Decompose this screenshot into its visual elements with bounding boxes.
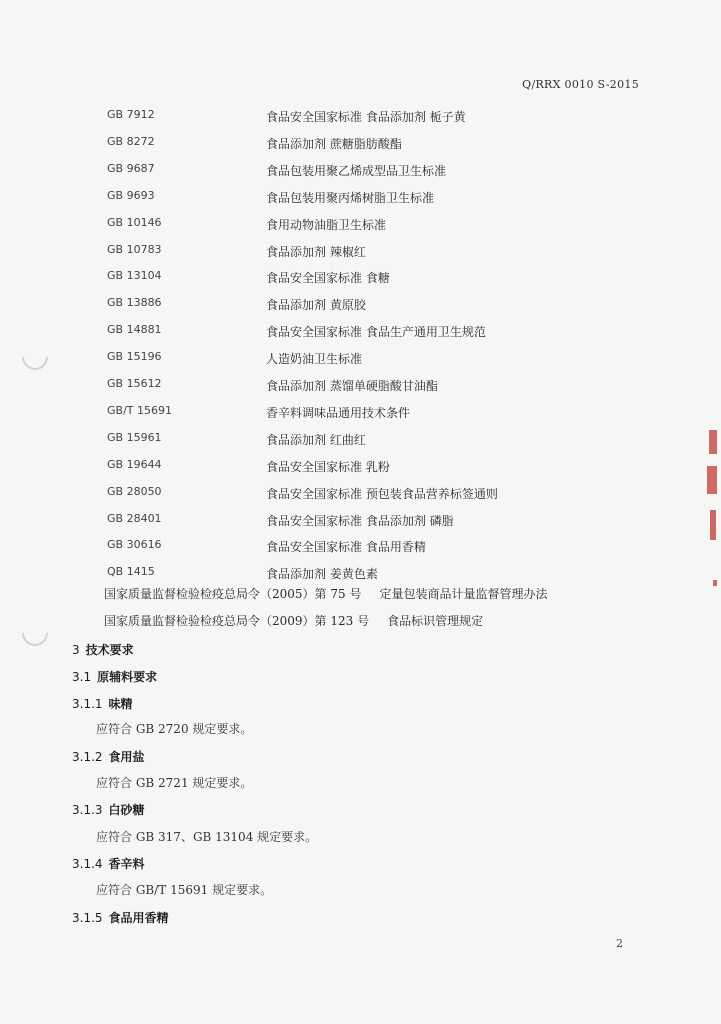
reference-code: GB 15196 bbox=[107, 350, 162, 364]
reference-row bbox=[0, 323, 721, 343]
reference-code: GB 15612 bbox=[107, 377, 162, 390]
section-text-3-1-4: 应符合 GB/T 15691 规定要求。 bbox=[96, 883, 273, 897]
seal-bleed-mark bbox=[703, 430, 721, 590]
reference-title: 食品添加剂 辣椒红 bbox=[266, 244, 366, 259]
reference-code: GB 9687 bbox=[107, 161, 155, 175]
reference-row bbox=[0, 512, 721, 532]
regulation-row bbox=[104, 612, 483, 629]
reference-title: 食品添加剂 蒸馏单硬脂酸甘油酯 bbox=[266, 379, 438, 393]
reference-row bbox=[0, 216, 721, 236]
section-heading-3-1-2: 3.1.2 食用盐 bbox=[72, 750, 145, 764]
reference-code: GB 13886 bbox=[107, 296, 162, 310]
reference-row bbox=[0, 189, 721, 209]
document-code: Q/RRX 0010 S-2015 bbox=[522, 78, 639, 91]
reference-code: GB 10783 bbox=[107, 242, 162, 256]
punch-hole-mark bbox=[17, 615, 54, 652]
section-heading-3-1-1: 3.1.1 味精 bbox=[72, 697, 133, 711]
reference-row bbox=[0, 431, 721, 451]
reference-title: 食品添加剂 黄原胶 bbox=[266, 298, 366, 313]
reference-row bbox=[0, 538, 721, 558]
section-text-3-1-2: 应符合 GB 2721 规定要求。 bbox=[96, 776, 253, 790]
reference-code: GB/T 15691 bbox=[107, 403, 172, 417]
reference-code: GB 8272 bbox=[107, 134, 155, 148]
reference-title: 食品安全国家标准 乳粉 bbox=[266, 459, 390, 474]
reference-row bbox=[0, 162, 721, 182]
section-heading-3: 3 技术要求 bbox=[72, 643, 134, 657]
reference-title: 食品安全国家标准 食品添加剂 磷脂 bbox=[266, 513, 454, 528]
reference-row bbox=[0, 458, 721, 478]
reference-code: GB 28050 bbox=[107, 484, 162, 498]
reference-row bbox=[0, 108, 721, 128]
reference-row bbox=[0, 296, 721, 316]
reference-row bbox=[0, 377, 721, 397]
reference-title: 食品添加剂 姜黄色素 bbox=[266, 567, 378, 582]
reference-row bbox=[0, 404, 721, 424]
reference-title: 食品安全国家标准 食品用香精 bbox=[266, 540, 426, 555]
reference-title: 食品安全国家标准 食品生产通用卫生规范 bbox=[266, 325, 486, 340]
reference-title: 食品添加剂 蔗糖脂肪酸酯 bbox=[266, 136, 402, 151]
reference-code: GB 19644 bbox=[107, 457, 162, 471]
regulation-title: 定量包装商品计量监督管理办法 bbox=[379, 587, 548, 601]
reference-title: 食品包装用聚丙烯树脂卫生标准 bbox=[266, 190, 435, 205]
section-text-3-1-1: 应符合 GB 2720 规定要求。 bbox=[96, 722, 253, 736]
section-text-3-1-3: 应符合 GB 317、GB 13104 规定要求。 bbox=[96, 830, 318, 844]
regulation-source: 国家质量监督检验检疫总局令（2009）第 123 号 bbox=[104, 614, 370, 628]
reference-row bbox=[0, 565, 721, 585]
section-heading-3-1-3: 3.1.3 白砂糖 bbox=[72, 803, 145, 817]
regulation-title: 食品标识管理规定 bbox=[387, 614, 484, 628]
reference-row bbox=[0, 350, 721, 370]
section-heading-3-1: 3.1 原辅料要求 bbox=[72, 670, 158, 684]
reference-title: 食品安全国家标准 食糖 bbox=[266, 271, 390, 286]
reference-title: 食品添加剂 红曲红 bbox=[266, 432, 366, 447]
reference-row bbox=[0, 269, 721, 289]
reference-title: 人造奶油卫生标准 bbox=[266, 352, 363, 367]
reference-row bbox=[0, 243, 721, 263]
section-heading-3-1-5: 3.1.5 食品用香精 bbox=[72, 911, 169, 925]
reference-code: GB 9693 bbox=[107, 188, 155, 202]
section-heading-3-1-4: 3.1.4 香辛料 bbox=[72, 857, 145, 871]
regulation-source: 国家质量监督检验检疫总局令（2005）第 75 号 bbox=[104, 587, 362, 601]
reference-code: GB 7912 bbox=[107, 108, 155, 121]
reference-code: GB 10146 bbox=[107, 215, 162, 229]
reference-title: 食用动物油脂卫生标准 bbox=[266, 217, 387, 232]
reference-code: GB 30616 bbox=[107, 538, 162, 552]
reference-code: GB 28401 bbox=[107, 511, 162, 525]
reference-row bbox=[0, 135, 721, 155]
reference-code: GB 14881 bbox=[107, 323, 162, 337]
reference-title: 食品安全国家标准 食品添加剂 栀子黄 bbox=[266, 110, 466, 124]
regulation-row bbox=[104, 585, 547, 602]
reference-code: GB 13104 bbox=[107, 269, 162, 283]
reference-title: 香辛料调味品通用技术条件 bbox=[266, 405, 411, 420]
reference-title: 食品包装用聚乙烯成型品卫生标准 bbox=[266, 163, 447, 178]
reference-code: QB 1415 bbox=[107, 565, 155, 579]
reference-code: GB 15961 bbox=[107, 430, 162, 444]
reference-title: 食品安全国家标准 预包装食品营养标签通则 bbox=[266, 486, 498, 501]
reference-row bbox=[0, 485, 721, 505]
page-number: 2 bbox=[616, 937, 623, 950]
